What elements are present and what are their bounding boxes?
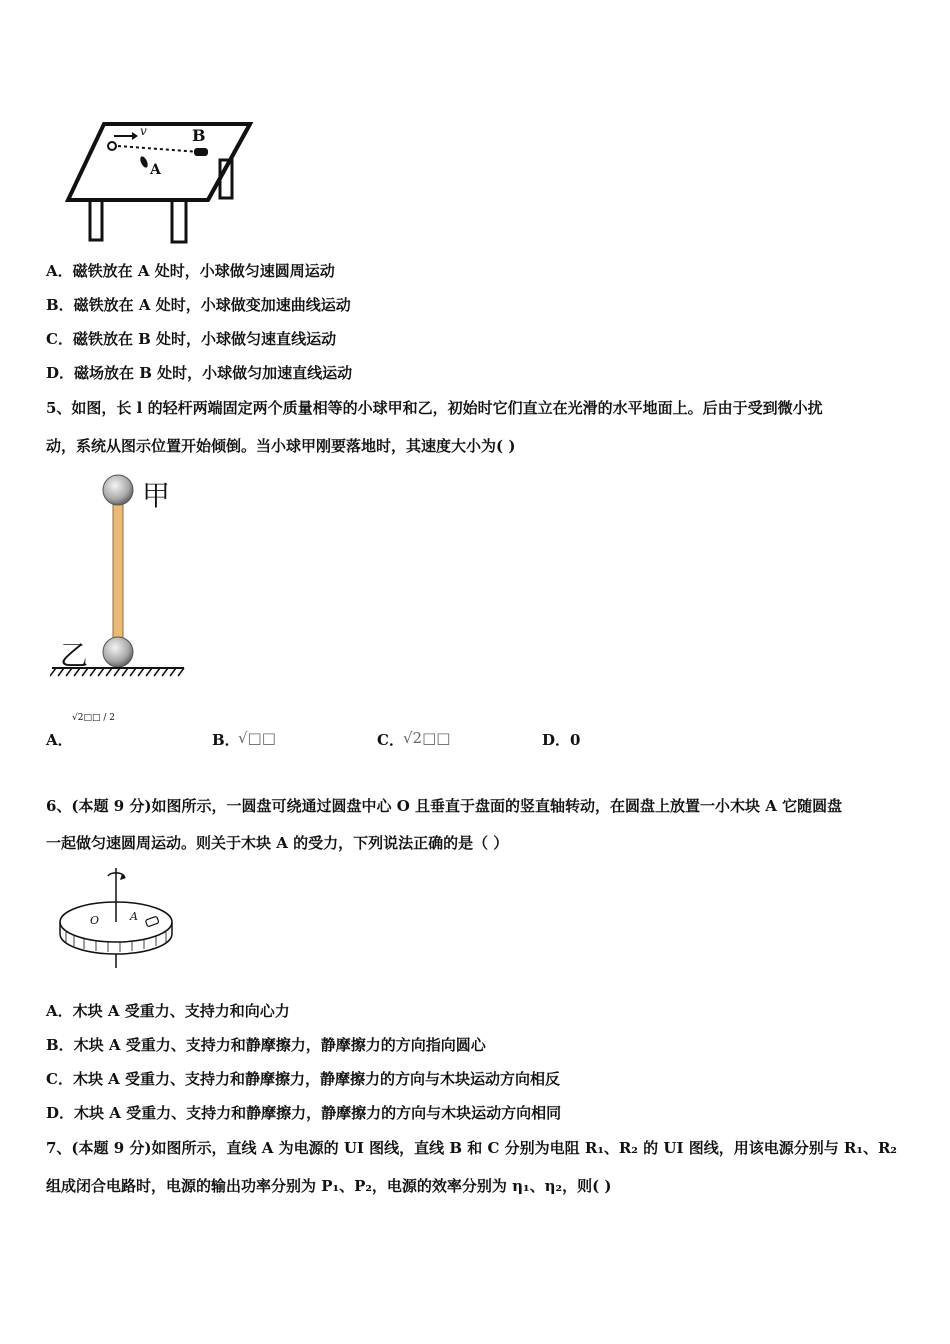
q6-line1: 6、(本题 9 分)如图所示，一圆盘可绕通过圆盘中心 O 且垂直于盘面的竖直轴转动，在圆盘上放置一小木块 A 它随圆盘 bbox=[46, 797, 843, 815]
label-yi: 乙 bbox=[60, 639, 89, 672]
label-A: A bbox=[150, 162, 161, 178]
q6-line2: 一起做匀速圆周运动。则关于木块 A 的受力，下列说法正确的是（ ） bbox=[46, 834, 509, 852]
q7-line1: 7、(本题 9 分)如图所示，直线 A 为电源的 UI 图线，直线 B 和 C 分别为电阻 R₁、R₂ 的 UI 图线，用该电源分别与 R₁、R₂ bbox=[46, 1139, 897, 1157]
q5-option-c-value: √2□□ bbox=[403, 729, 451, 747]
q4-option-c: C．磁铁放在 B 处时，小球做匀速直线运动 bbox=[46, 330, 337, 348]
q5-option-d: D．0 bbox=[542, 731, 581, 749]
q5-option-c-label: C． bbox=[377, 731, 404, 749]
label-O: O bbox=[90, 914, 100, 927]
q7-line2: 组成闭合电路时，电源的输出功率分别为 P₁、P₂，电源的效率分别为 η₁、η₂，则( ) bbox=[46, 1177, 612, 1195]
q5-line2: 动，系统从图示位置开始倾倒。当小球甲刚要落地时，其速度大小为( ) bbox=[46, 437, 516, 455]
q6-option-a: A．木块 A 受重力、支持力和向心力 bbox=[46, 1002, 290, 1020]
q4-option-d: D．磁场放在 B 处时，小球做匀加速直线运动 bbox=[46, 364, 353, 382]
figure-table-magnet bbox=[60, 118, 260, 246]
q4-option-b: B．磁铁放在 A 处时，小球做变加速曲线运动 bbox=[46, 296, 351, 314]
q5-option-b-value: √□□ bbox=[238, 729, 276, 747]
label-jia: 甲 bbox=[142, 479, 171, 512]
q6-option-c: C．木块 A 受重力、支持力和静摩擦力，静摩擦力的方向与木块运动方向相反 bbox=[46, 1070, 561, 1088]
label-B: B bbox=[192, 126, 206, 145]
figure-rod-balls bbox=[50, 470, 200, 682]
q6-option-b: B．木块 A 受重力、支持力和静摩擦力，静摩擦力的方向指向圆心 bbox=[46, 1036, 486, 1054]
q5-option-b-label: B． bbox=[212, 731, 240, 749]
q5-option-a-label: A． bbox=[46, 731, 73, 749]
figure-rotating-disc bbox=[56, 866, 182, 970]
q6-option-d: D．木块 A 受重力、支持力和静摩擦力，静摩擦力的方向与木块运动方向相同 bbox=[46, 1104, 562, 1122]
q5-line1: 5、如图，长 l 的轻杆两端固定两个质量相等的小球甲和乙，初始时它们直立在光滑的水平地面上。后由于受到微小扰 bbox=[46, 399, 823, 417]
label-A-disc: A bbox=[130, 910, 138, 923]
label-v: v bbox=[140, 124, 147, 138]
q4-option-a: A．磁铁放在 A 处时，小球做匀速圆周运动 bbox=[46, 262, 335, 280]
q5-option-a-value: √2□□ / 2 bbox=[72, 713, 115, 723]
